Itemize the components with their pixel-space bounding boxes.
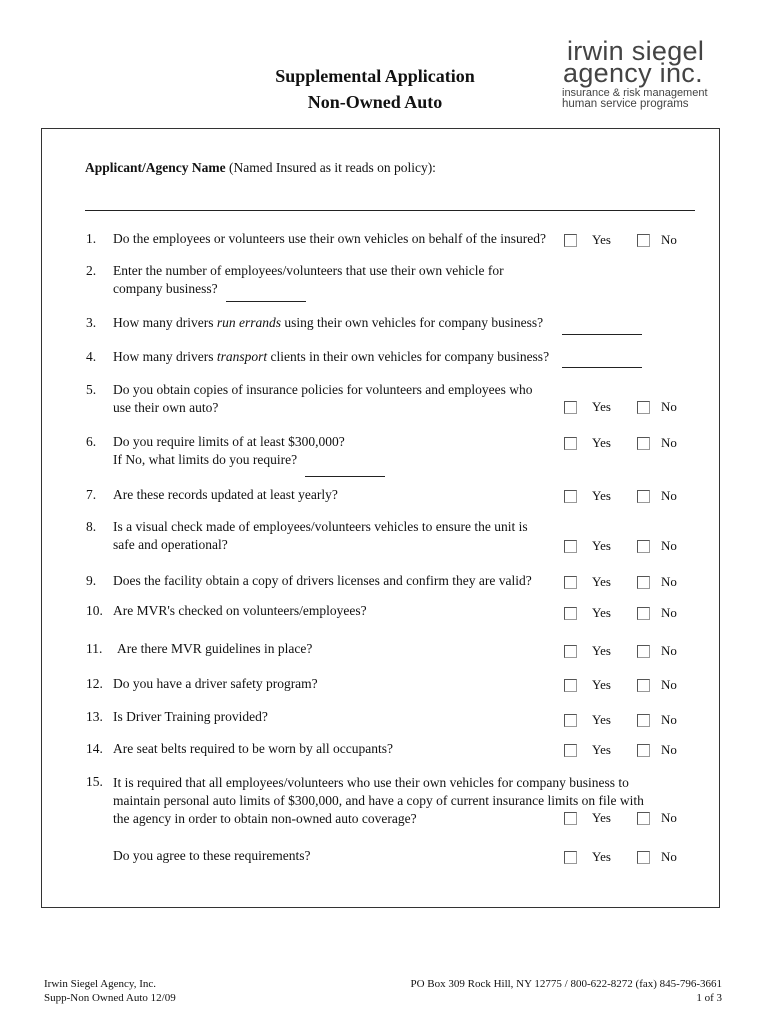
q14-no-label: No	[661, 742, 677, 757]
agree-yes-checkbox[interactable]	[564, 851, 577, 864]
q13-no-label: No	[661, 712, 677, 727]
q3-number: 3.	[86, 315, 97, 330]
q5-text-line1: Do you obtain copies of insurance policies for volunteers and employees who	[113, 382, 533, 397]
q9-number: 9.	[86, 573, 97, 588]
q2-text-line1: Enter the number of employees/volunteers that use their own vehicle for	[113, 263, 504, 278]
q6-no-label: No	[661, 435, 677, 450]
q13-number: 13.	[86, 709, 103, 724]
q14-text: Are seat belts required to be worn by all occupants?	[113, 741, 394, 756]
form-subtitle: Non-Owned Auto	[307, 92, 443, 112]
q9-text: Does the facility obtain a copy of drivers licenses and confirm they are valid?	[113, 573, 532, 588]
q6-yes-label: Yes	[592, 435, 611, 450]
q15-no-checkbox[interactable]	[637, 812, 650, 825]
q10-no-label: No	[661, 605, 677, 620]
q11-number: 11.	[86, 641, 103, 656]
q3-answer-field[interactable]	[562, 334, 642, 335]
q7-number: 7.	[86, 487, 97, 502]
q14-no-checkbox[interactable]	[637, 744, 650, 757]
q11-text: Are there MVR guidelines in place?	[117, 641, 313, 656]
q1-no-label: No	[661, 232, 677, 247]
q15-text-line1: It is required that all employees/volunteers who use their own vehicles for company business to	[113, 775, 629, 790]
q8-text-line1: Is a visual check made of employees/volunteers vehicles to ensure the unit is	[113, 519, 528, 534]
q6-text-line2: If No, what limits do you require?	[113, 452, 298, 467]
agency-logo-tagline1: insurance & risk management	[562, 87, 708, 99]
q10-yes-label: Yes	[592, 605, 611, 620]
q9-no-checkbox[interactable]	[637, 576, 650, 589]
q2-text-line2: company business?	[113, 281, 218, 296]
q12-number: 12.	[86, 676, 103, 691]
q11-yes-checkbox[interactable]	[564, 645, 577, 658]
q6-text-line1: Do you require limits of at least $300,000?	[113, 434, 345, 449]
q8-yes-label: Yes	[592, 538, 611, 553]
q13-text: Is Driver Training provided?	[113, 709, 268, 724]
q12-text: Do you have a driver safety program?	[113, 676, 318, 691]
q6-number: 6.	[86, 434, 97, 449]
q12-no-label: No	[661, 677, 677, 692]
footer-page-number: 1 of 3	[696, 992, 722, 1004]
q12-no-checkbox[interactable]	[637, 679, 650, 692]
q8-no-checkbox[interactable]	[637, 540, 650, 553]
q7-no-checkbox[interactable]	[637, 490, 650, 503]
q1-no-checkbox[interactable]	[637, 234, 650, 247]
q5-no-label: No	[661, 399, 677, 414]
agree-yes-label: Yes	[592, 849, 611, 864]
q5-yes-checkbox[interactable]	[564, 401, 577, 414]
q10-no-checkbox[interactable]	[637, 607, 650, 620]
q13-yes-checkbox[interactable]	[564, 714, 577, 727]
q11-yes-label: Yes	[592, 643, 611, 658]
q12-yes-label: Yes	[592, 677, 611, 692]
agency-logo-tagline2: human service programs	[562, 98, 689, 110]
q15-no-label: No	[661, 810, 677, 825]
q11-no-label: No	[661, 643, 677, 658]
q8-no-label: No	[661, 538, 677, 553]
q1-yes-label: Yes	[592, 232, 611, 247]
footer-agency-name: Irwin Siegel Agency, Inc.	[44, 978, 157, 990]
q8-number: 8.	[86, 519, 97, 534]
q5-no-checkbox[interactable]	[637, 401, 650, 414]
footer-contact: PO Box 309 Rock Hill, NY 12775 / 800-622-8272 (fax) 845-796-3661	[410, 978, 722, 990]
q10-yes-checkbox[interactable]	[564, 607, 577, 620]
q1-number: 1.	[86, 231, 97, 246]
q1-yes-checkbox[interactable]	[564, 234, 577, 247]
q9-no-label: No	[661, 574, 677, 589]
q8-yes-checkbox[interactable]	[564, 540, 577, 553]
applicant-name-field[interactable]	[85, 210, 695, 211]
footer-form-id: Supp-Non Owned Auto 12/09	[44, 992, 176, 1004]
q6-yes-checkbox[interactable]	[564, 437, 577, 450]
agree-no-checkbox[interactable]	[637, 851, 650, 864]
q15-yes-label: Yes	[592, 810, 611, 825]
q7-text: Are these records updated at least yearly?	[113, 487, 338, 502]
q4-text: How many drivers transport clients in their own vehicles for company business?	[113, 349, 550, 364]
q7-yes-label: Yes	[592, 488, 611, 503]
q8-text-line2: safe and operational?	[113, 537, 228, 552]
q14-yes-checkbox[interactable]	[564, 744, 577, 757]
agreement-text: Do you agree to these requirements?	[113, 848, 311, 863]
q7-yes-checkbox[interactable]	[564, 490, 577, 503]
q15-number: 15.	[86, 774, 103, 789]
agency-logo-line1: irwin siegel	[567, 36, 705, 66]
q6-no-checkbox[interactable]	[637, 437, 650, 450]
form-title: Supplemental Application	[275, 66, 475, 86]
q10-text: Are MVR's checked on volunteers/employees?	[113, 603, 367, 618]
agency-logo-line2: agency inc.	[563, 58, 703, 88]
q13-yes-label: Yes	[592, 712, 611, 727]
applicant-label: Applicant/Agency Name (Named Insured as it reads on policy):	[85, 160, 436, 175]
agree-no-label: No	[661, 849, 677, 864]
q14-number: 14.	[86, 741, 103, 756]
q9-yes-label: Yes	[592, 574, 611, 589]
q7-no-label: No	[661, 488, 677, 503]
q6-limits-field[interactable]	[305, 476, 385, 477]
q11-no-checkbox[interactable]	[637, 645, 650, 658]
q4-number: 4.	[86, 349, 97, 364]
q1-text: Do the employees or volunteers use their own vehicles on behalf of the insured?	[113, 231, 546, 246]
q5-yes-label: Yes	[592, 399, 611, 414]
q9-yes-checkbox[interactable]	[564, 576, 577, 589]
q13-no-checkbox[interactable]	[637, 714, 650, 727]
q10-number: 10.	[86, 603, 103, 618]
q2-number: 2.	[86, 263, 97, 278]
q14-yes-label: Yes	[592, 742, 611, 757]
q15-text-line3: the agency in order to obtain non-owned auto coverage?	[113, 811, 417, 826]
q12-yes-checkbox[interactable]	[564, 679, 577, 692]
q5-text-line2: use their own auto?	[113, 400, 219, 415]
q5-number: 5.	[86, 382, 97, 397]
q2-answer-field[interactable]	[226, 301, 306, 302]
q15-yes-checkbox[interactable]	[564, 812, 577, 825]
q3-text: How many drivers run errands using their own vehicles for company business?	[113, 315, 544, 330]
q15-text-line2: maintain personal auto limits of $300,000, and have a copy of current insurance limits on file with	[113, 793, 644, 808]
q4-answer-field[interactable]	[562, 367, 642, 368]
